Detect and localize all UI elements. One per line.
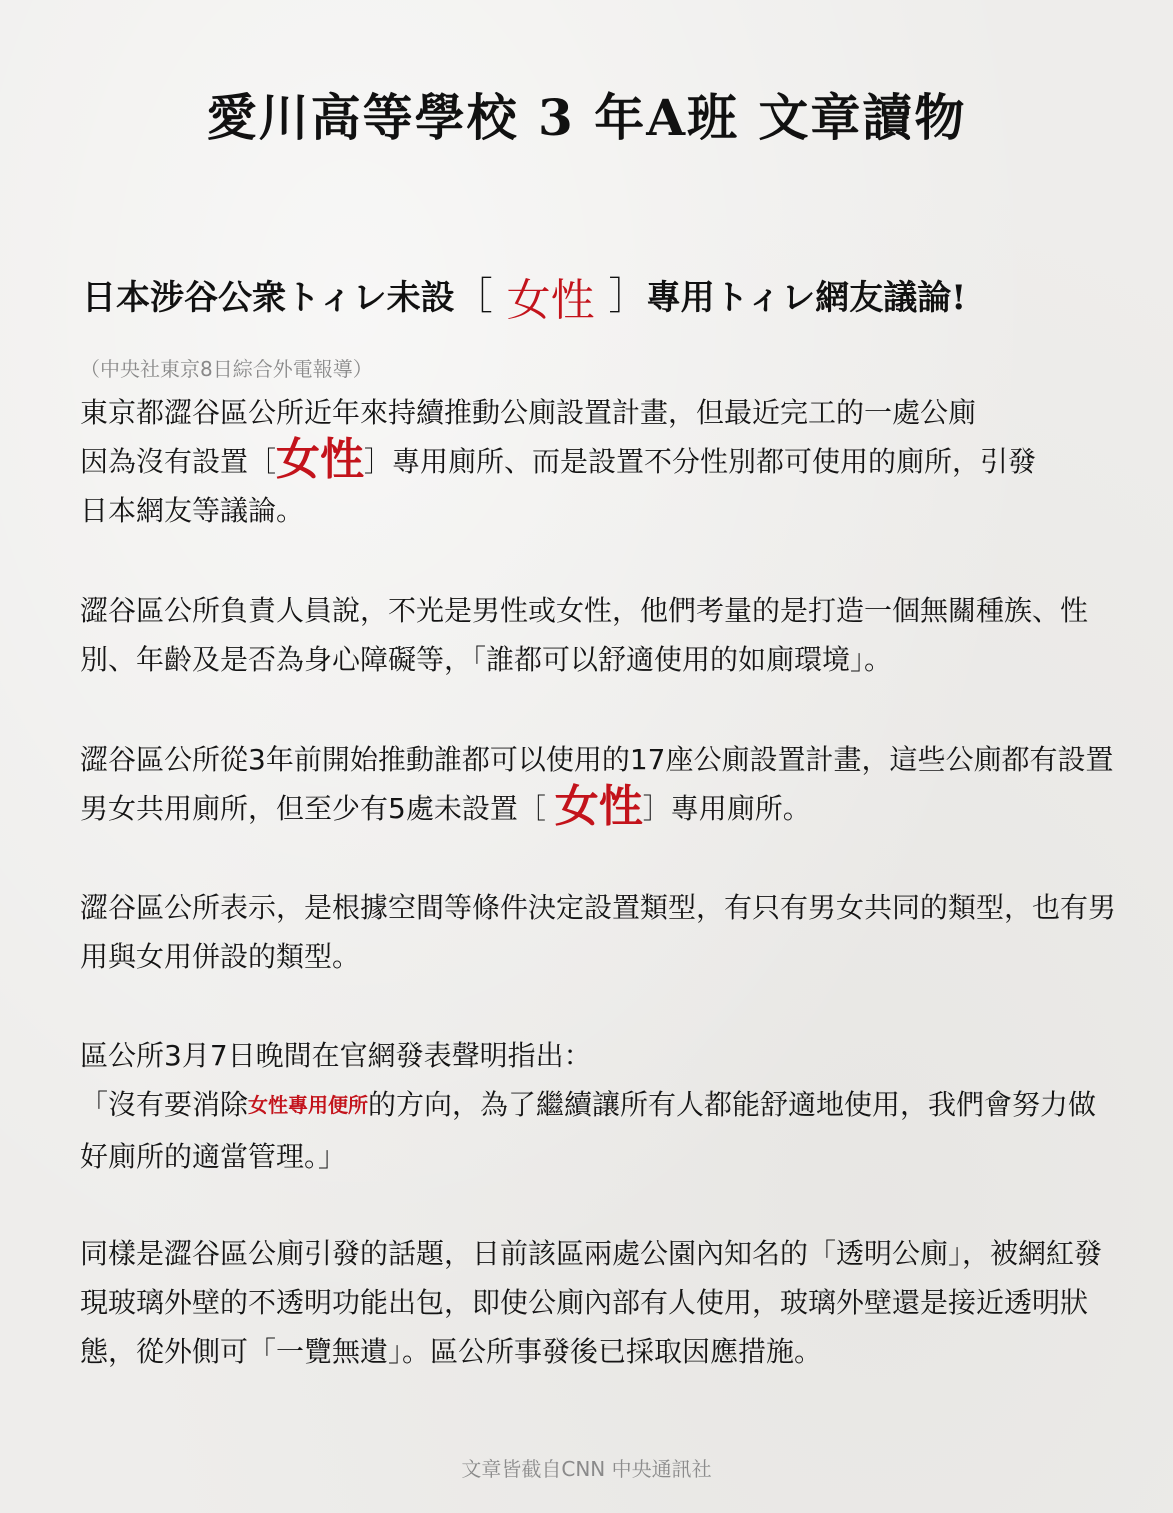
paragraph-5-line-1: 區公所3月7日晚間在官網發表聲明指出： <box>80 1039 592 1072</box>
headline-bracket-open: ［ <box>454 274 493 318</box>
paragraph-5-highlight: 女性專用便所 <box>248 1093 369 1117</box>
paragraph-5 <box>80 1031 1120 1181</box>
paragraph-3-highlight: 女性 <box>554 781 643 832</box>
headline-highlight: 女性 <box>506 275 595 326</box>
paragraph-1-line-3: 日本網友等議論。 <box>80 494 305 527</box>
paragraph-3 <box>80 735 1120 833</box>
headline-bracket-close: ］ <box>608 274 647 318</box>
headline-text-before: 日本涉谷公衆トィレ未設 <box>82 278 455 318</box>
paragraph-6: 同樣是澀谷區公廁引發的話題，日前該區兩處公園內知名的「透明公廁」，被網紅發現玻璃外壁的不透明功能出包，即使公廁內部有人使用，玻璃外壁還是接近透明狀態，從外側可「一覽無遺」。區公所事發後已採取因應措施。 <box>80 1237 1103 1368</box>
paragraph-1-line-1: 東京都澀谷區公所近年來持續推動公廁設置計畫，但最近完工的一處公廁 <box>80 396 977 429</box>
paragraph-1-highlight: 女性 <box>276 434 365 485</box>
paragraph-1-post: ］專用廁所、而是設置不分性別都可使用的廁所，引發 <box>364 445 1037 478</box>
page-title: 愛川高等學校 3 年A班 文章讀物 <box>206 88 967 147</box>
article-headline <box>82 258 1092 326</box>
headline-text-after: 專用トィレ網友議論! <box>646 278 967 318</box>
paragraph-3-post: ］專用廁所。 <box>642 792 811 825</box>
paragraph-3-pre: 澀谷區公所從3年前開始推動誰都可以使用的17座公廁設置計畫，這些公廁都有設置男女共用廁所，但至少有5處未設置［ <box>80 743 1114 825</box>
paragraph-4: 澀谷區公所表示，是根據空間等條件決定設置類型，有只有男女共同的類型，也有男用與女用併設的類型。 <box>80 891 1117 973</box>
paragraph-5-post: 的方向，為了繼續讓所有人都能舒適地使用，我們會努力做好廁所的適當管理。」 <box>80 1088 1097 1173</box>
news-source: （中央社東京8日綜合外電報導） <box>80 357 373 381</box>
paragraph-1-pre: 因為沒有設置［ <box>80 445 277 478</box>
paragraph-2: 澀谷區公所負責人員說，不光是男性或女性，他們考量的是打造一個無關種族、性別、年齡及是否為身心障礙等，「誰都可以舒適使用的如廁環境」。 <box>80 594 1089 676</box>
paragraph-5-pre: 「沒有要消除 <box>80 1088 249 1121</box>
footer-credit: 文章皆截自CNN 中央通訊社 <box>461 1457 712 1481</box>
paragraph-1 <box>80 388 1120 535</box>
